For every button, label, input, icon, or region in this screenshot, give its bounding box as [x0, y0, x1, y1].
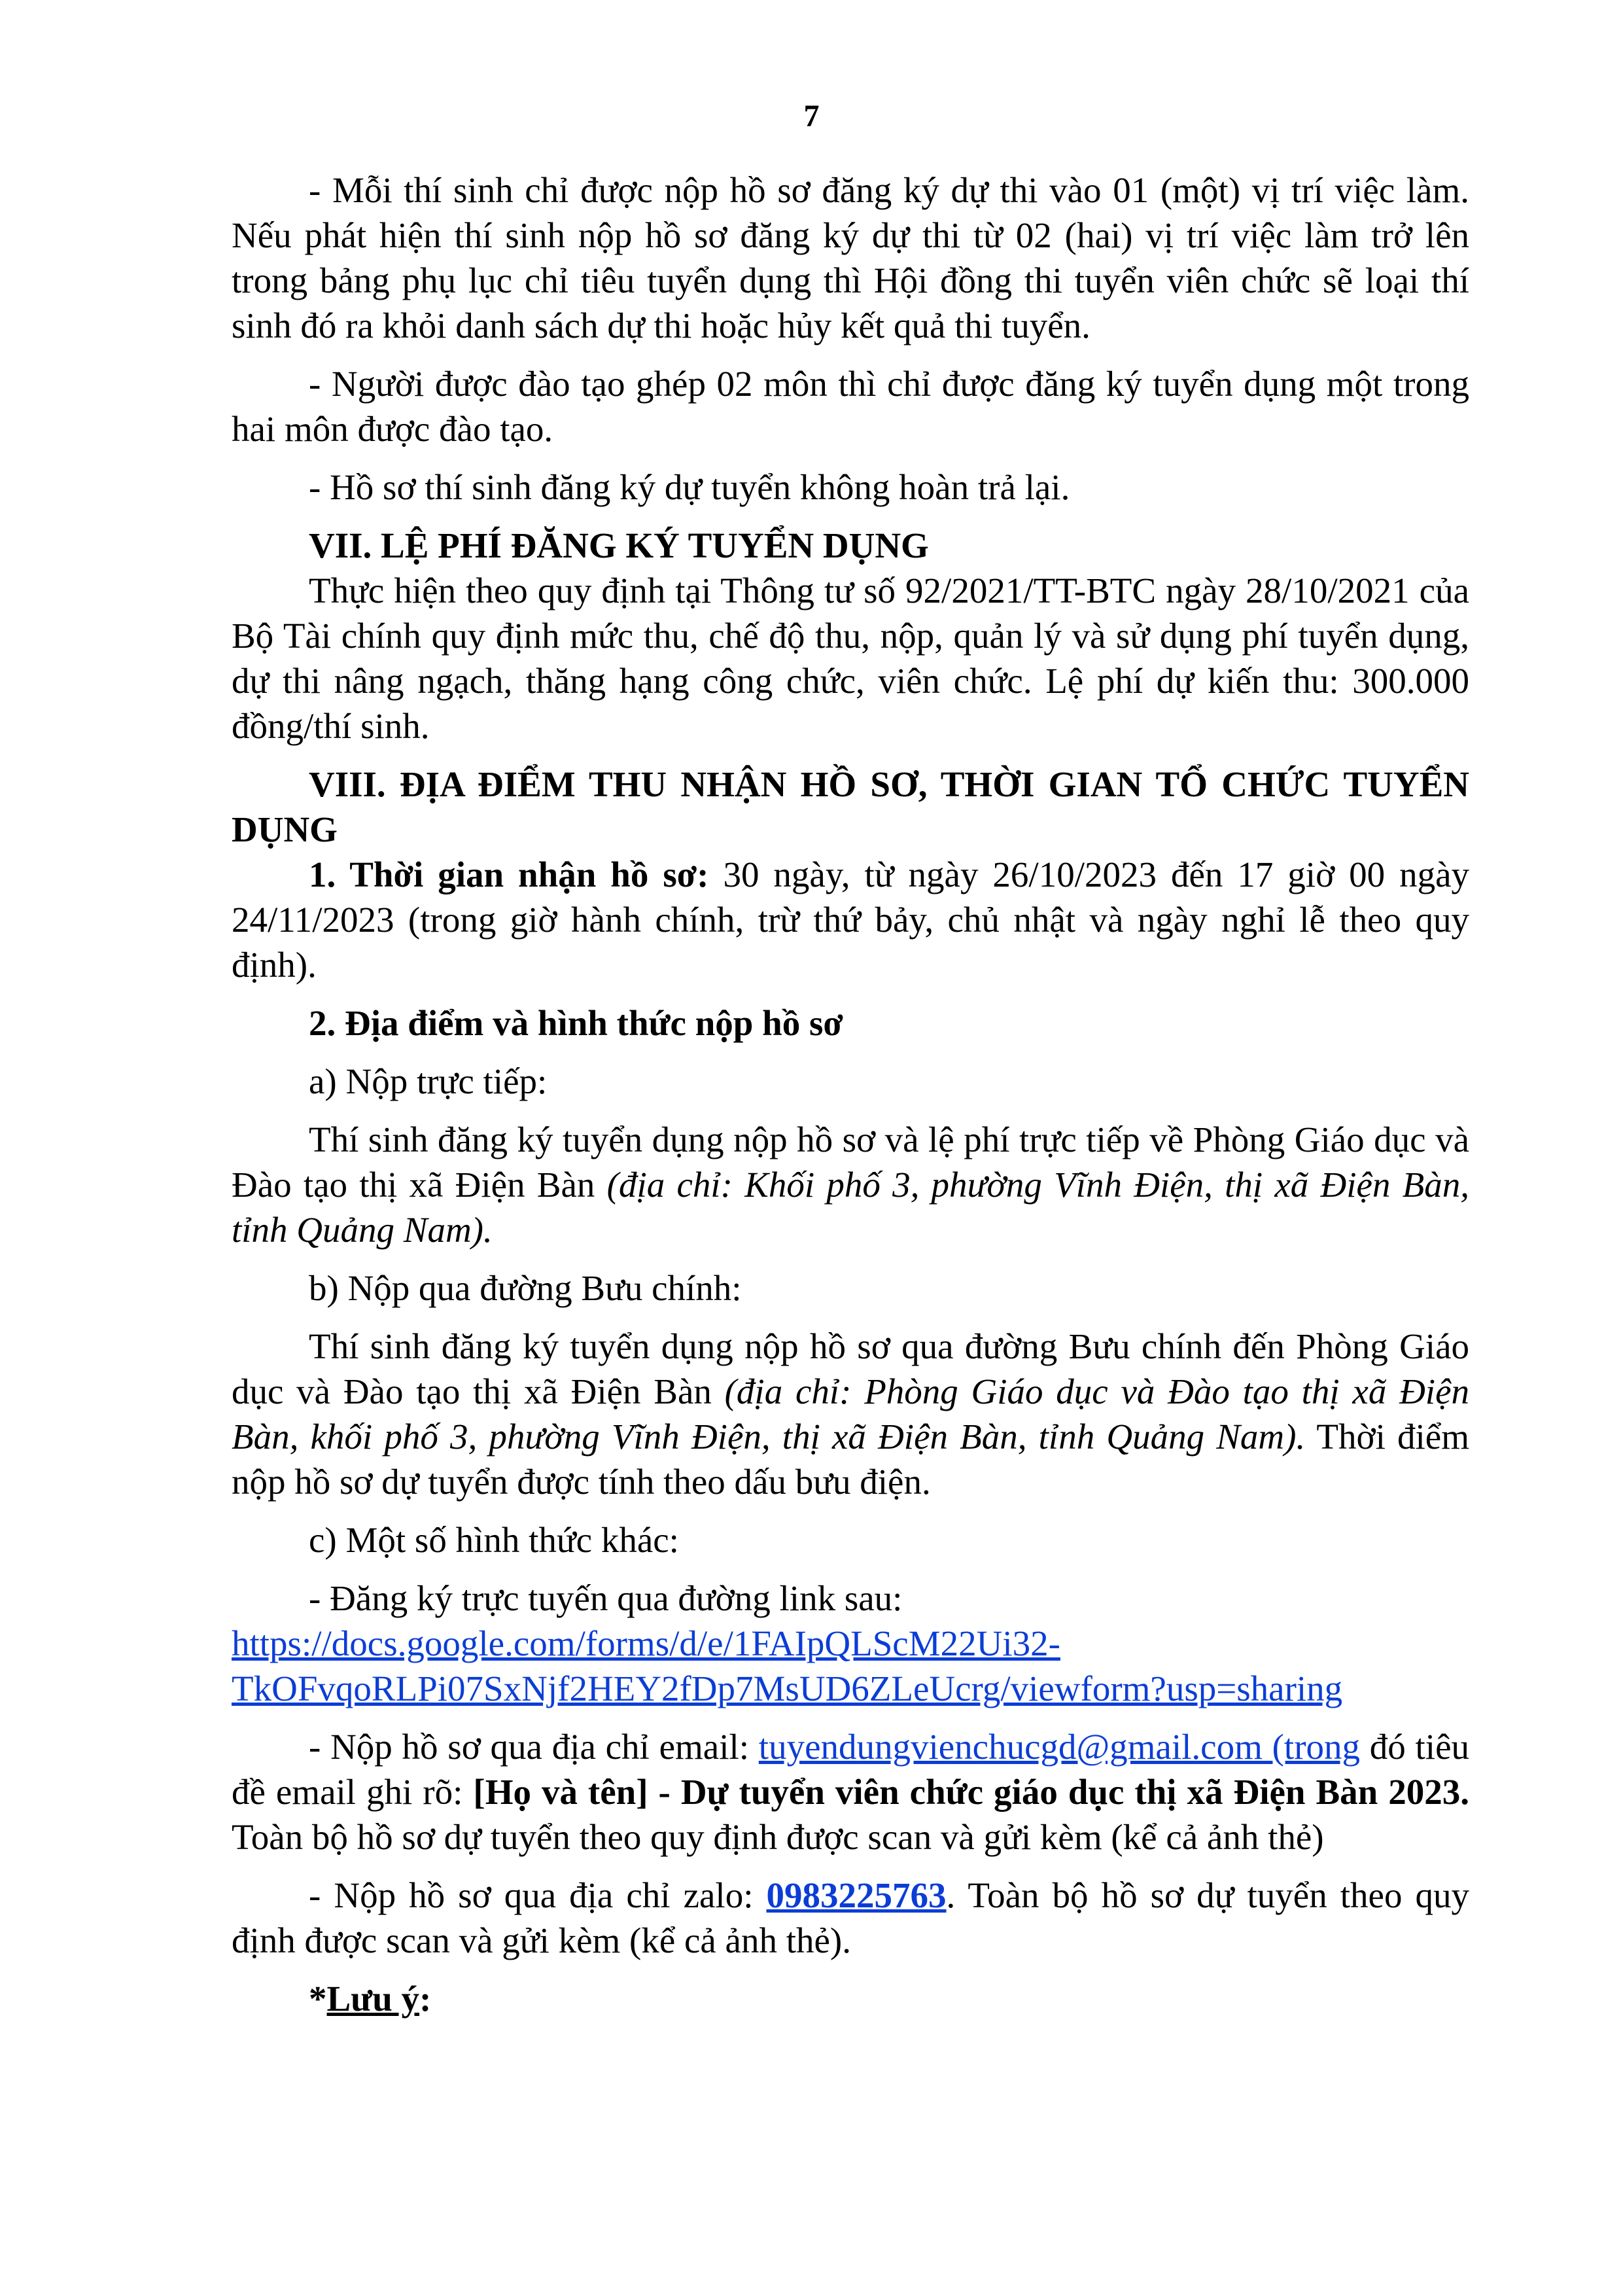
email-submission-mid: đó tiêu đề email ghi rõ:: [232, 1727, 1469, 1812]
page-number: 7: [803, 99, 820, 133]
section-heading-location-time: VIII. ĐỊA ĐIỂM THU NHẬN HỒ SƠ, THỜI GIAN TỔ CHỨC TUYỂN DỤNG: [232, 764, 1469, 849]
paragraph-no-return-rule: - Hồ sơ thí sinh đăng ký dự tuyển không hoàn trả lại.: [309, 467, 1070, 507]
submission-time-text: 30 ngày, từ ngày 26/10/2023 đến 17 giờ 00 ngày 24/11/2023 (trong giờ hành chính, trừ thứ bảy, chủ nhật và ngày nghỉ lễ theo quy định).: [232, 855, 1469, 985]
paragraph-dual-subject-rule: - Người được đào tạo ghép 02 môn thì chỉ được đăng ký tuyển dụng một trong hai môn được đào tạo.: [232, 364, 1469, 449]
submission-time-label: 1. Thời gian nhận hồ sơ:: [309, 855, 709, 894]
paragraph-postal-submission: [232, 1324, 1469, 1504]
note-label: Lưu ý: [326, 1979, 420, 2019]
email-submission-prefix: - Nộp hồ sơ qua địa chỉ email:: [309, 1727, 759, 1767]
email-subject-format: [Họ và tên] - Dự tuyển viên chức giáo dục thị xã Điện Bàn 2023.: [473, 1772, 1469, 1812]
online-registration-url: [232, 1621, 1469, 1711]
item-b-label: b) Nộp qua đường Bưu chính:: [309, 1268, 742, 1308]
paragraph-zalo-submission: [232, 1873, 1469, 1963]
item-c-label: c) Một số hình thức khác:: [309, 1520, 679, 1560]
zalo-submission-prefix: - Nộp hồ sơ qua địa chỉ zalo:: [309, 1875, 767, 1915]
item-a-label: a) Nộp trực tiếp:: [309, 1061, 548, 1101]
zalo-submission-rest: . Toàn bộ hồ sơ dự tuyển theo quy định được scan và gửi kèm (kể cả ảnh thẻ).: [232, 1875, 1469, 1960]
google-form-link-part1[interactable]: https://docs.google.com/forms/d/e/1FAIpQLScM22Ui32-: [232, 1623, 1060, 1663]
paragraph-email-submission: [232, 1724, 1469, 1860]
email-submission-rest: Toàn bộ hồ sơ dự tuyển theo quy định được scan và gửi kèm (kể cả ảnh thẻ): [232, 1817, 1324, 1857]
subheading-location-method: 2. Địa điểm và hình thức nộp hồ sơ: [309, 1003, 843, 1043]
email-link[interactable]: tuyendungvienchucgd@gmail.com (trong: [758, 1727, 1361, 1767]
online-registration-text: - Đăng ký trực tuyến qua đường link sau:: [309, 1578, 903, 1618]
postal-submission-text: Thí sinh đăng ký tuyển dụng nộp hồ sơ qua đường Bưu chính đến Phòng Giáo dục và Đào tạo thị xã Điện Bàn: [232, 1326, 1469, 1411]
postal-submission-note: Thời điểm nộp hồ sơ dự tuyển được tính theo dấu bưu điện.: [232, 1417, 1469, 1502]
note-star: *: [309, 1979, 327, 2019]
paragraph-fee-details: Thực hiện theo quy định tại Thông tư số 92/2021/TT-BTC ngày 28/10/2021 của Bộ Tài chính quy định mức thu, chế độ thu, nộp, quản lý và sử dụng phí tuyển dụng, dự thi nâng ngạch, thăng hạng công chức, viên chức. Lệ phí dự kiến thu: 300.000 đồng/thí sinh.: [232, 571, 1469, 746]
paragraph-one-position-rule: - Mỗi thí sinh chỉ được nộp hồ sơ đăng ký dự thi vào 01 (một) vị trí việc làm. Nếu phát hiện thí sinh nộp hồ sơ đăng ký dự thi từ 02 (hai) vị trí việc làm trở lên trong bảng phụ lục chỉ tiêu tuyển dụng thì Hội đồng thi tuyển viên chức sẽ loại thí sinh đó ra khỏi danh sách dự thi hoặc hủy kết quả thi tuyển.: [232, 170, 1469, 345]
zalo-phone-link[interactable]: 0983225763: [766, 1875, 947, 1915]
section-heading-fee: VII. LỆ PHÍ ĐĂNG KÝ TUYỂN DỤNG: [309, 525, 929, 565]
paragraph-direct-submission: [232, 1117, 1469, 1252]
note-colon: :: [419, 1979, 432, 2019]
paragraph-submission-time: [232, 852, 1469, 987]
google-form-link-part2[interactable]: TkOFvqoRLPi07SxNjf2HEY2fDp7MsUD6ZLeUcrg/viewform?usp=sharing: [232, 1669, 1343, 1708]
direct-submission-address: (địa chỉ: Khối phố 3, phường Vĩnh Điện, thị xã Điện Bàn, tỉnh Quảng Nam).: [232, 1165, 1469, 1250]
direct-submission-text: Thí sinh đăng ký tuyển dụng nộp hồ sơ và lệ phí trực tiếp về Phòng Giáo dục và Đào tạo thị xã Điện Bàn: [232, 1120, 1469, 1205]
note-heading: [232, 1976, 1469, 2021]
document-body: [232, 168, 1469, 2021]
postal-submission-address: (địa chỉ: Phòng Giáo dục và Đào tạo thị xã Điện Bàn, khối phố 3, phường Vĩnh Điện, thị xã Điện Bàn, tỉnh Quảng Nam).: [232, 1371, 1469, 1457]
